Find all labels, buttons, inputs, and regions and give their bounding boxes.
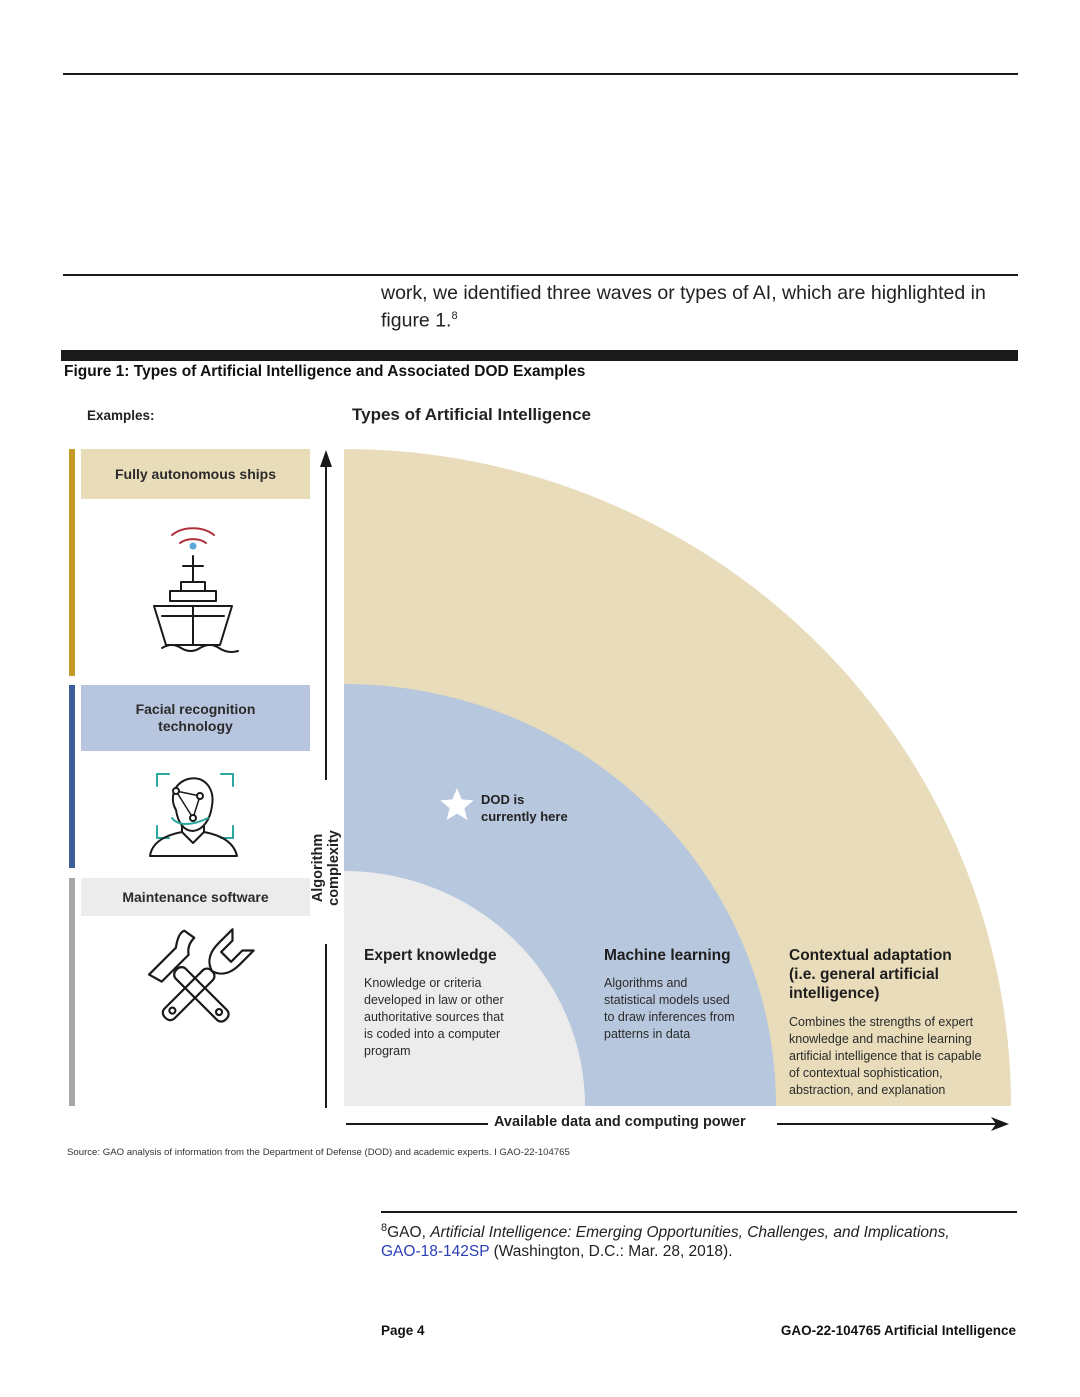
example-box-ships: Fully autonomous ships xyxy=(81,449,310,499)
wave-machine-learning-text xyxy=(604,946,774,1043)
footnote-link[interactable]: GAO-18-142SP xyxy=(381,1243,490,1261)
ship-icon xyxy=(154,528,238,652)
y-axis-label: Algorithm complexity xyxy=(310,830,342,906)
y-axis-arrow-icon xyxy=(320,450,332,467)
face-recognition-icon xyxy=(150,774,237,856)
wrench-hammer-icon xyxy=(144,929,253,1036)
footnote-line-1: $^8$GAO, Artificial Intelligence: Emerging Opportunities, Challenges, and Implications, xyxy=(381,1222,950,1242)
footnote-title: Artificial Intelligence: Emerging Opportunities, Challenges, and Implications, xyxy=(430,1224,950,1242)
footnote-rule xyxy=(381,1211,1017,1213)
wave-expert-text xyxy=(364,946,564,1060)
wave-expert-title: Expert knowledge xyxy=(364,947,497,964)
example-box-facial: Facial recognition technology xyxy=(81,685,310,751)
page-number: Page 4 xyxy=(381,1323,425,1338)
footnote-number: 8 xyxy=(381,1222,388,1234)
doc-id: GAO-22-104765 Artificial Intelligence xyxy=(780,1323,1016,1338)
y-axis xyxy=(320,450,332,1108)
figure-title: Figure 1: Types of Artificial Intelligence and Associated DOD Examples xyxy=(64,363,586,380)
wave-expert-desc: Knowledge or criteria developed in law or other authoritative sources that is coded into a computer program xyxy=(364,976,504,1058)
footnote-line-2: GAO-18-142SP (Washington, D.C.: Mar. 28, 2018). xyxy=(381,1243,733,1261)
footnote xyxy=(381,1219,1011,1261)
wave-contextual-text xyxy=(789,946,1009,1099)
wave-machine-learning-title: Machine learning xyxy=(604,947,731,964)
body-line-2: figure 1.$^8$ xyxy=(381,309,458,332)
wave-contextual-desc: Combines the strengths of expert knowledge and machine learning artificial intelligence that is capable of contextual sophistication, abstraction, and explanation xyxy=(789,1015,982,1097)
examples-label: Examples: xyxy=(87,408,155,423)
types-title: Types of Artificial Intelligence xyxy=(352,405,591,424)
x-axis-label: Available data and computing power xyxy=(494,1114,746,1130)
body-line-1: work, we identified three waves or types of AI, which are highlighted in xyxy=(381,282,986,304)
example-box-maintenance: Maintenance software xyxy=(81,878,310,916)
footnote-ref[interactable]: 8 xyxy=(451,310,458,322)
wave-contextual-title: Contextual adaptation (i.e. general artificial intelligence) xyxy=(789,947,952,1002)
figure-source: Source: GAO analysis of information from the Department of Defense (DOD) and academic experts. I GAO-22-104765 xyxy=(67,1147,570,1158)
dod-marker-label: DOD is currently here xyxy=(481,792,568,824)
wave-machine-learning-desc: Algorithms and statistical models used to draw inferences from patterns in data xyxy=(604,976,735,1041)
